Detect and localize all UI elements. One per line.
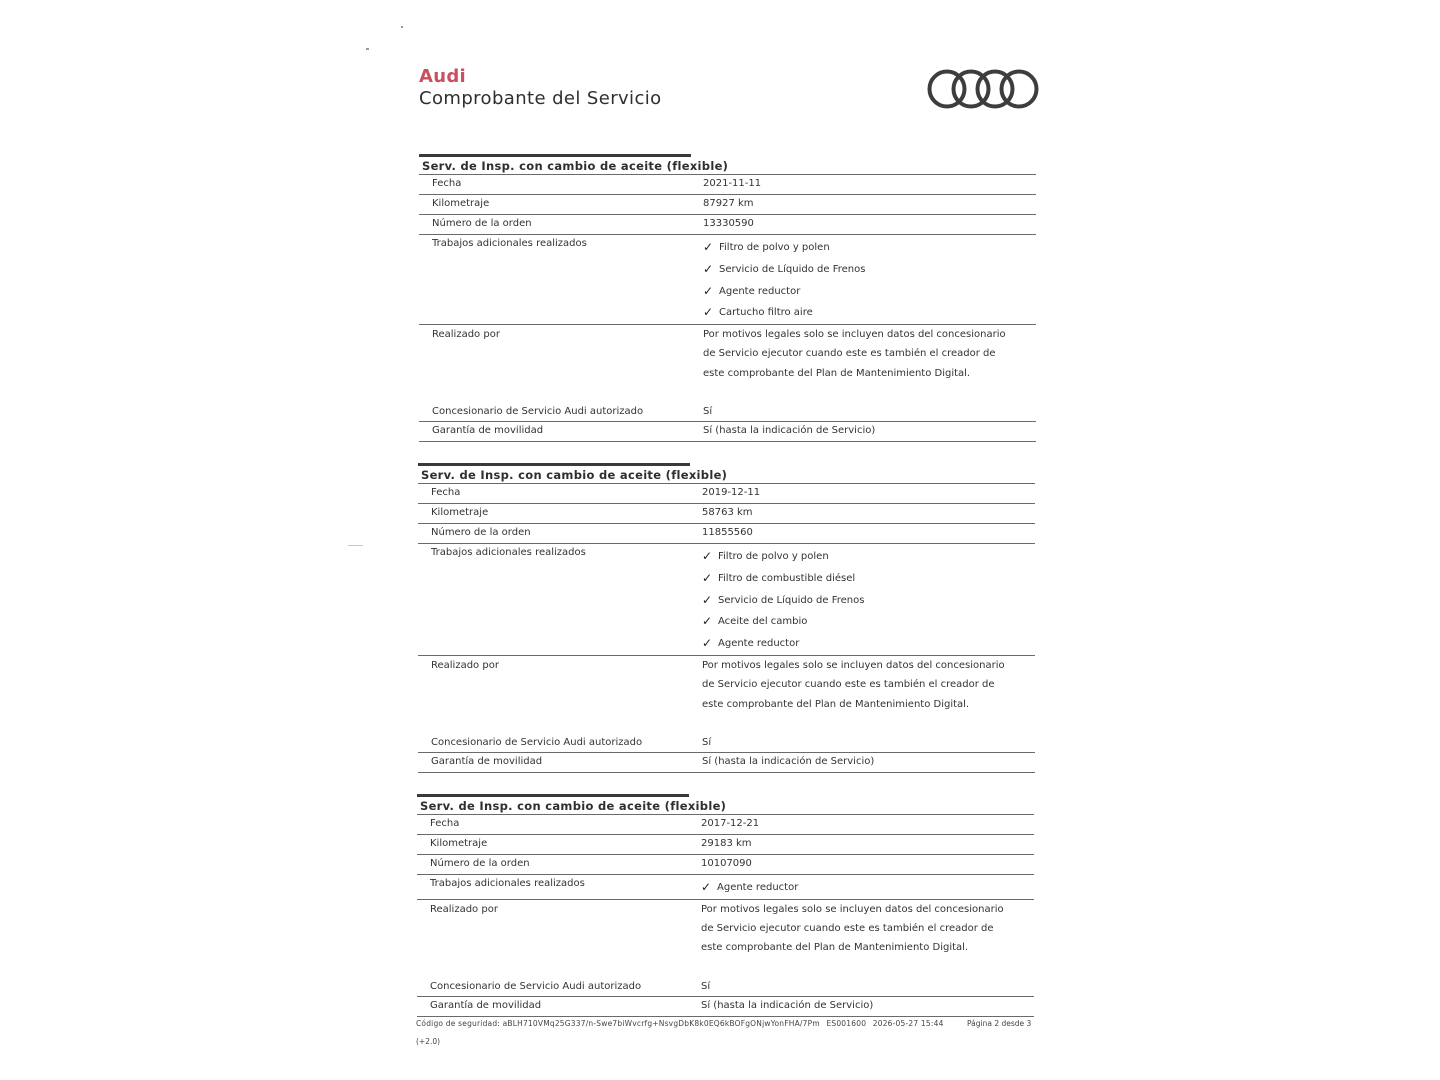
realizado-value: Por motivos legales solo se incluyen datos del concesionario de Servicio ejecutor cuando este es también el creador de este comprobante del Plan de Mantenimiento Digital. [701, 903, 1004, 954]
garantia-label: Garantía de movilidad [432, 425, 544, 437]
numero-orden-value: 11855560 [702, 527, 753, 538]
trabajo-item [702, 611, 1035, 633]
trabajo-label: Filtro de combustible diésel [718, 572, 856, 584]
page-number: Página 2 desde 3 [967, 1019, 1032, 1028]
trabajo-item [702, 568, 1035, 590]
section-title: Serv. de Insp. con cambio de aceite (flexible) [421, 468, 728, 482]
trabajo-label: Agente reductor [719, 285, 801, 297]
fecha-row [417, 814, 1034, 834]
realizado-value: Por motivos legales solo se incluyen datos del concesionario de Servicio ejecutor cuando este es también el creador de este comprobante del Plan de Mantenimiento Digital. [703, 329, 1006, 379]
kilometraje-label: Kilometraje [432, 198, 490, 209]
trabajo-label: Servicio de Líquido de Frenos [718, 594, 865, 606]
service-section [418, 463, 1035, 773]
security-code: Código de seguridad: aBLH710VMq25G337/n-Swe7biWvcrfg+NsvgDbK8k0EQ6kBOFgONjwYonFHA/7Pm [416, 1019, 820, 1028]
trabajos-row [418, 543, 1035, 655]
fecha-row [419, 174, 1036, 194]
garantia-value: Sí (hasta la indicación de Servicio) [701, 999, 874, 1011]
trabajos-label: Trabajos adicionales realizados [432, 238, 587, 249]
numero-orden-row [417, 854, 1034, 874]
concesionario-label: Concesionario de Servicio Audi autorizado [430, 980, 642, 992]
garantia-label: Garantía de movilidad [430, 999, 542, 1011]
footer-security [416, 1019, 944, 1028]
trabajos-row [417, 874, 1034, 899]
concesionario-row [418, 733, 1035, 752]
trabajo-label: Filtro de polvo y polen [719, 242, 830, 253]
print-datetime: 2026-05-27 15:44 [872, 1019, 944, 1028]
trabajo-label: Servicio de Líquido de Frenos [719, 263, 866, 275]
kilometraje-value: 58763 km [702, 507, 753, 518]
kilometraje-row [418, 503, 1035, 523]
concesionario-label: Concesionario de Servicio Audi autorizado [431, 736, 643, 748]
checkmark-icon: ✓ [703, 305, 714, 320]
garantia-row [417, 996, 1034, 1017]
dealer-code: ES001600 [826, 1019, 867, 1028]
concesionario-value: Sí [703, 406, 713, 418]
realizado-label: Realizado por [432, 329, 500, 341]
service-section [417, 794, 1034, 1017]
checkmark-icon: ✓ [703, 261, 714, 276]
footer-version: (+2.0) [416, 1037, 441, 1046]
concesionario-value: Sí [702, 736, 712, 748]
fecha-label: Fecha [431, 487, 461, 498]
checkmark-icon: ✓ [703, 240, 714, 254]
trabajo-label: Aceite del cambio [718, 616, 808, 628]
realizado-value: Por motivos legales solo se incluyen datos del concesionario de Servicio ejecutor cuando este es también el creador de este comprobante del Plan de Mantenimiento Digital. [702, 659, 1005, 710]
concesionario-row [417, 977, 1034, 996]
numero-orden-row [419, 214, 1036, 234]
concesionario-label: Concesionario de Servicio Audi autorizado [432, 406, 644, 418]
concesionario-value: Sí [701, 980, 711, 992]
realizado-row [418, 655, 1035, 733]
section-title: Serv. de Insp. con cambio de aceite (flexible) [420, 799, 727, 813]
fecha-label: Fecha [430, 818, 460, 829]
trabajos-label: Trabajos adicionales realizados [430, 878, 585, 889]
checkmark-icon: ✓ [701, 880, 712, 894]
fecha-value: 2021-11-11 [703, 178, 762, 189]
trabajo-item [702, 590, 1035, 612]
garantia-label: Garantía de movilidad [431, 755, 543, 767]
trabajo-item [703, 281, 1036, 303]
checkmark-icon: ✓ [702, 636, 713, 651]
numero-orden-row [418, 523, 1035, 543]
trabajo-item [702, 633, 1035, 655]
scan-speck [401, 26, 403, 28]
numero-orden-label: Número de la orden [431, 527, 531, 538]
numero-orden-label: Número de la orden [432, 218, 532, 229]
checkmark-icon: ✓ [702, 570, 713, 585]
brand-name: Audi [419, 66, 466, 87]
kilometraje-value: 87927 km [703, 198, 754, 209]
kilometraje-label: Kilometraje [430, 838, 488, 849]
trabajo-label: Filtro de polvo y polen [718, 551, 829, 562]
trabajos-label: Trabajos adicionales realizados [431, 547, 586, 558]
kilometraje-row [419, 194, 1036, 214]
garantia-value: Sí (hasta la indicación de Servicio) [703, 425, 876, 437]
trabajo-label: Cartucho filtro aire [719, 307, 813, 319]
garantia-row [419, 421, 1036, 442]
trabajos-list [702, 544, 1035, 655]
fecha-label: Fecha [432, 178, 462, 189]
realizado-row [417, 899, 1034, 977]
trabajo-item [703, 302, 1036, 324]
checkmark-icon: ✓ [702, 614, 713, 629]
kilometraje-label: Kilometraje [431, 507, 489, 518]
trabajo-item [703, 259, 1036, 281]
scan-speck [366, 48, 369, 50]
trabajo-item [702, 546, 1035, 568]
realizado-row [419, 324, 1036, 402]
checkmark-icon: ✓ [702, 592, 713, 607]
numero-orden-value: 10107090 [701, 858, 752, 869]
checkmark-icon: ✓ [702, 549, 713, 563]
scan-speck [348, 545, 363, 546]
trabajo-label: Agente reductor [718, 638, 800, 650]
trabajos-list [701, 875, 1034, 899]
numero-orden-value: 13330590 [703, 218, 754, 229]
fecha-row [418, 483, 1035, 503]
trabajo-item [703, 237, 1036, 259]
checkmark-icon: ✓ [703, 283, 714, 298]
trabajo-label: Agente reductor [717, 882, 799, 893]
kilometraje-value: 29183 km [701, 838, 752, 849]
fecha-value: 2019-12-11 [702, 487, 761, 498]
page-title: Comprobante del Servicio [419, 88, 662, 109]
garantia-row [418, 752, 1035, 773]
trabajos-list [703, 235, 1036, 324]
fecha-value: 2017-12-21 [701, 818, 760, 829]
section-title: Serv. de Insp. con cambio de aceite (flexible) [422, 159, 729, 173]
kilometraje-row [417, 834, 1034, 854]
trabajo-item [701, 877, 1034, 899]
realizado-label: Realizado por [430, 903, 498, 915]
concesionario-row [419, 402, 1036, 421]
audi-rings-logo [926, 68, 1040, 110]
numero-orden-label: Número de la orden [430, 858, 530, 869]
garantia-value: Sí (hasta la indicación de Servicio) [702, 755, 875, 767]
trabajos-row [419, 234, 1036, 324]
service-section [419, 154, 1036, 442]
realizado-label: Realizado por [431, 659, 499, 671]
